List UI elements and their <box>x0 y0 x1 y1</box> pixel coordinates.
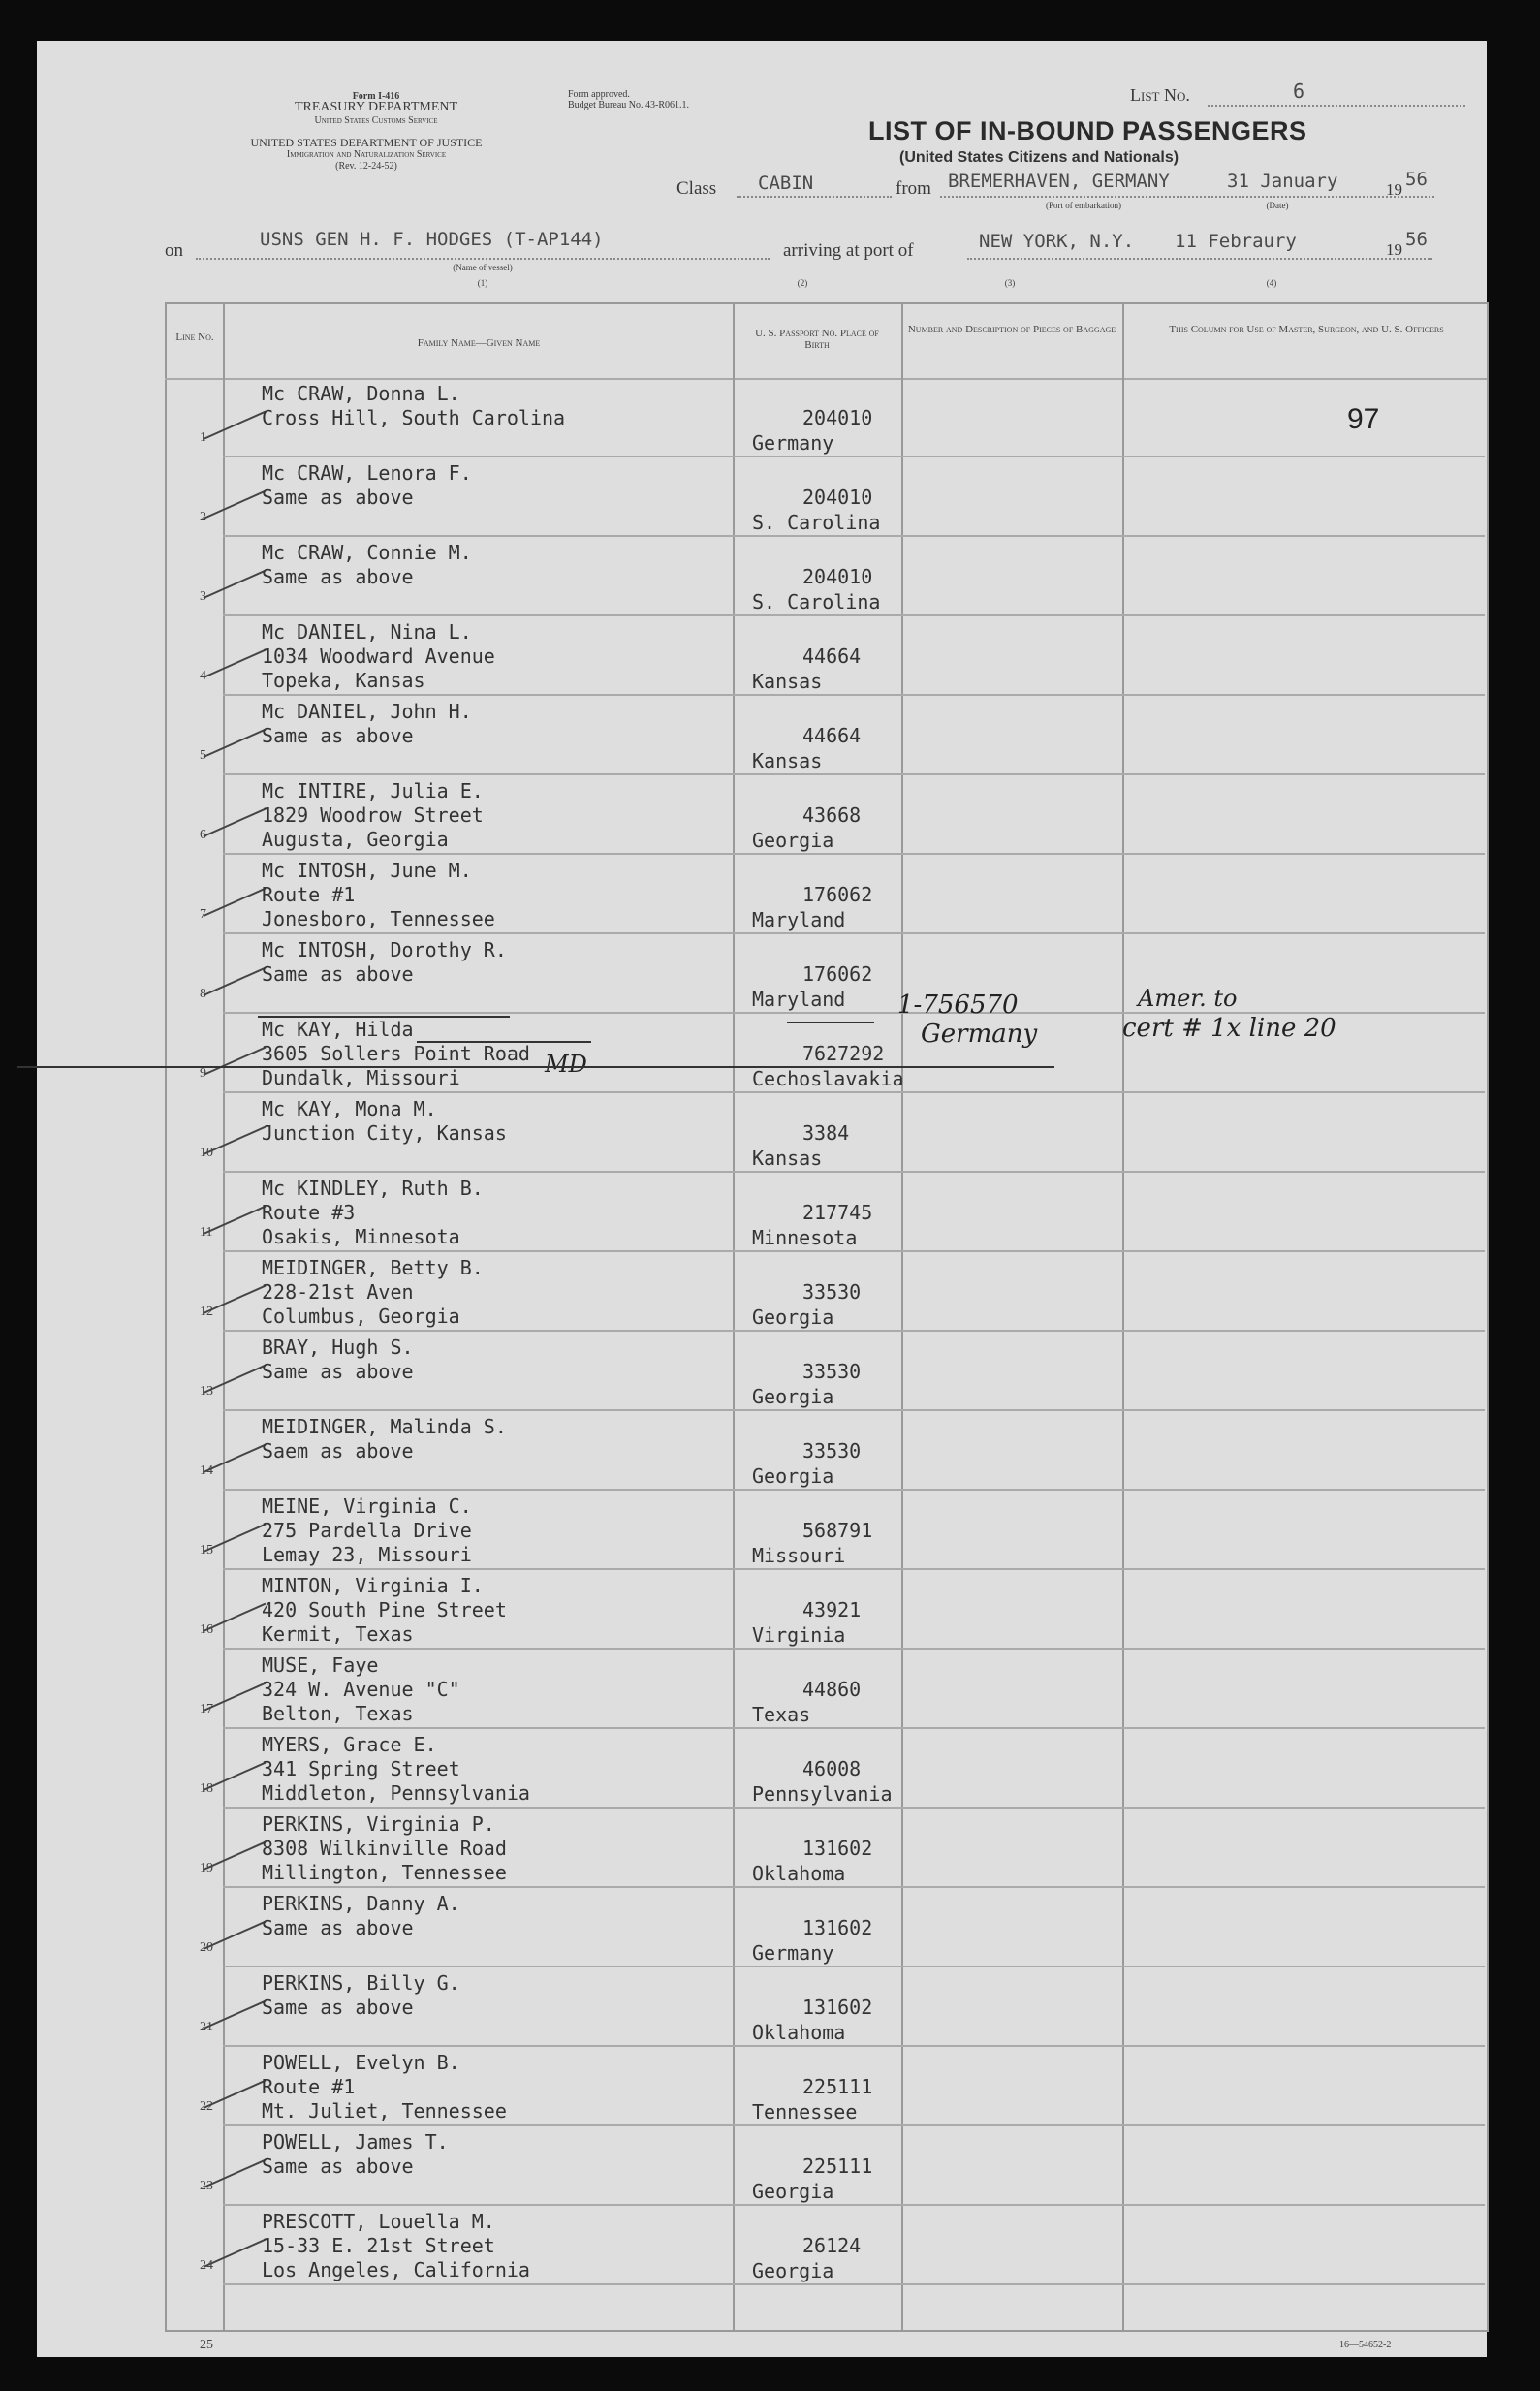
passenger-name: PERKINS, Danny A. <box>262 1892 460 1915</box>
passenger-name: POWELL, Evelyn B. <box>262 2051 460 2074</box>
passenger-address: Osakis, Minnesota <box>262 1225 460 1248</box>
passenger-name: MEIDINGER, Betty B. <box>262 1256 484 1279</box>
line-number: 12 <box>200 1305 213 1319</box>
passenger-address: Same as above <box>262 486 414 509</box>
place-of-birth: Kansas <box>752 670 823 693</box>
list-no-underline <box>1208 105 1465 107</box>
line-number: 10 <box>200 1146 213 1160</box>
passport-number: 43668 <box>802 803 862 827</box>
class-label: Class <box>676 178 717 199</box>
passenger-address: 3605 Sollers Point Road <box>262 1042 530 1065</box>
line-number: 23 <box>200 2179 213 2193</box>
col-rule <box>1122 302 1124 2330</box>
passenger-name: PRESCOTT, Louella M. <box>262 2210 495 2233</box>
passport-number: 7627292 <box>802 1042 885 1065</box>
col-num-2: (2) <box>797 278 808 288</box>
year2-prefix: 19 <box>1386 240 1402 259</box>
from-underline <box>940 196 1434 198</box>
place-of-birth: S. Carolina <box>752 590 881 613</box>
place-of-birth: Texas <box>752 1703 811 1726</box>
passenger-address: Millington, Tennessee <box>262 1861 507 1884</box>
from-caption: (Port of embarkation) <box>1046 201 1121 210</box>
passport-number: 44860 <box>802 1678 862 1701</box>
row-rule <box>223 1250 1485 1252</box>
passport-number: 131602 <box>802 1996 873 2019</box>
passport-number: 131602 <box>802 1916 873 1939</box>
row-rule <box>223 2283 1485 2285</box>
row-rule <box>223 535 1485 537</box>
passenger-name: Mc INTOSH, June M. <box>262 859 472 882</box>
strike-line <box>417 1041 591 1043</box>
place-of-birth: Maryland <box>752 908 846 931</box>
place-of-birth: Georgia <box>752 1464 834 1488</box>
line-number: 9 <box>200 1066 206 1081</box>
passenger-address: Junction City, Kansas <box>262 1121 507 1145</box>
line-number: 15 <box>200 1543 213 1557</box>
col-header-line: Line No. <box>175 331 214 343</box>
row-rule <box>223 1409 1485 1411</box>
passenger-address: 1034 Woodward Avenue <box>262 645 495 668</box>
passport-number: 568791 <box>802 1519 873 1542</box>
row-rule <box>223 773 1485 775</box>
place-of-birth: Georgia <box>752 2259 834 2282</box>
col-rule <box>901 302 903 2330</box>
line-number: 22 <box>200 2099 213 2114</box>
budget-bureau: Budget Bureau No. 43-R061.1. <box>568 100 689 110</box>
passport-number: 176062 <box>802 962 873 986</box>
passenger-address: Columbus, Georgia <box>262 1305 460 1328</box>
line-number: 8 <box>200 987 206 1001</box>
passenger-address: 341 Spring Street <box>262 1757 460 1780</box>
line-number: 19 <box>200 1861 213 1875</box>
row-rule <box>223 1171 1485 1173</box>
passport-number: 26124 <box>802 2234 862 2257</box>
passport-number: 204010 <box>802 486 873 509</box>
place-of-birth: Tennessee <box>752 2100 858 2124</box>
row-rule <box>223 1727 1485 1729</box>
place-of-birth: Germany <box>752 431 834 455</box>
place-of-birth: Germany <box>752 1941 834 1965</box>
place-of-birth: Cechoslavakia <box>752 1067 904 1090</box>
row-rule <box>223 1966 1485 1967</box>
row-rule <box>223 1648 1485 1650</box>
col-header-officers: This Column for Use of Master, Surgeon, and U. S. Officers <box>1169 324 1444 335</box>
line-number: 17 <box>200 1702 213 1716</box>
place-of-birth: Pennsylvania <box>752 1782 893 1806</box>
passenger-address: Same as above <box>262 962 414 986</box>
place-of-birth: Georgia <box>752 1385 834 1408</box>
vessel-caption: (Name of vessel) <box>453 263 513 272</box>
row-rule <box>223 2045 1485 2047</box>
date1-value: 31 January <box>1227 171 1338 192</box>
passenger-address: Dundalk, Missouri <box>262 1066 460 1089</box>
place-of-birth: S. Carolina <box>752 511 881 534</box>
passport-number: 204010 <box>802 565 873 588</box>
passport-number: 33530 <box>802 1439 862 1463</box>
passenger-address: Los Angeles, California <box>262 2258 530 2281</box>
place-of-birth: Missouri <box>752 1544 846 1567</box>
row-rule <box>223 1330 1485 1332</box>
strike-line <box>787 1022 874 1023</box>
strike-line <box>17 1066 1054 1068</box>
line-number: 14 <box>200 1463 213 1478</box>
line-number: 11 <box>200 1225 213 1240</box>
class-underline <box>737 196 892 198</box>
arriving-label: arriving at port of <box>783 240 914 261</box>
passenger-name: Mc DANIEL, John H. <box>262 700 472 723</box>
row-rule <box>223 853 1485 855</box>
line-number: 6 <box>200 828 206 842</box>
place-of-birth: Georgia <box>752 1306 834 1329</box>
passport-number: 44664 <box>802 724 862 747</box>
col-num-3: (3) <box>1004 278 1016 288</box>
passenger-address: Saem as above <box>262 1439 414 1463</box>
passenger-address: 8308 Wilkinville Road <box>262 1837 507 1860</box>
passenger-name: Mc INTIRE, Julia E. <box>262 779 484 802</box>
place-of-birth: Georgia <box>752 2180 834 2203</box>
passenger-address: Route #1 <box>262 883 356 906</box>
year2-value: 56 <box>1405 229 1428 250</box>
passport-number: 204010 <box>802 406 873 429</box>
passenger-name: Mc KAY, Hilda <box>262 1018 414 1041</box>
port-underline <box>967 258 1432 260</box>
passport-number: 225111 <box>802 2075 873 2098</box>
passenger-name: MUSE, Faye <box>262 1653 379 1677</box>
col-rule <box>223 302 225 2330</box>
passport-number: 33530 <box>802 1360 862 1383</box>
passenger-address: Lemay 23, Missouri <box>262 1543 472 1566</box>
passenger-address: Route #3 <box>262 1201 356 1224</box>
justice-dept: UNITED STATES DEPARTMENT OF JUSTICE <box>250 136 483 149</box>
place-of-birth: Georgia <box>752 829 834 852</box>
line-number: 16 <box>200 1622 213 1637</box>
passenger-address: Mt. Juliet, Tennessee <box>262 2099 507 2123</box>
passenger-name: BRAY, Hugh S. <box>262 1336 414 1359</box>
passport-number: 176062 <box>802 883 873 906</box>
row-rule <box>223 614 1485 616</box>
form-title: LIST OF IN-BOUND PASSENGERS <box>868 116 1307 145</box>
row-rule <box>223 456 1485 457</box>
place-of-birth: Oklahoma <box>752 1862 846 1885</box>
passenger-address: Same as above <box>262 724 414 747</box>
passenger-name: Mc CRAW, Donna L. <box>262 382 460 405</box>
passenger-name: MEIDINGER, Malinda S. <box>262 1415 507 1438</box>
date1-caption: (Date) <box>1266 201 1289 210</box>
handwritten-city-fix: MD <box>545 1051 587 1078</box>
col-header-passport: U. S. Passport No. Place of Birth <box>755 328 879 351</box>
line-number: 1 <box>200 430 206 445</box>
list-no-label: List No. <box>1130 85 1190 105</box>
passport-number: 33530 <box>802 1280 862 1304</box>
passenger-address: 324 W. Avenue "C" <box>262 1678 460 1701</box>
place-of-birth: Kansas <box>752 749 823 772</box>
passenger-name: Mc CRAW, Lenora F. <box>262 461 472 485</box>
date2-value: 11 Febraury <box>1175 231 1297 252</box>
place-of-birth: Maryland <box>752 988 846 1011</box>
line-number: 18 <box>200 1781 213 1796</box>
passenger-name: MEINE, Virginia C. <box>262 1494 472 1518</box>
passenger-name: Mc DANIEL, Nina L. <box>262 620 472 644</box>
class-value: CABIN <box>758 173 814 194</box>
passport-number: 131602 <box>802 1837 873 1860</box>
handwritten-pob: Germany <box>921 1020 1038 1049</box>
passenger-address: Same as above <box>262 2155 414 2178</box>
place-of-birth: Minnesota <box>752 1226 858 1249</box>
year1-value: 56 <box>1405 169 1428 190</box>
passenger-address: 15-33 E. 21st Street <box>262 2234 495 2257</box>
on-label: on <box>165 240 183 261</box>
row-rule <box>223 1091 1485 1093</box>
passenger-address: Same as above <box>262 565 414 588</box>
col-rule <box>733 302 735 2330</box>
row-rule <box>223 1489 1485 1491</box>
from-label: from <box>896 178 931 199</box>
line-number: 4 <box>200 669 206 683</box>
line-number: 24 <box>200 2258 213 2273</box>
passenger-address: Same as above <box>262 1996 414 2019</box>
passport-number: 46008 <box>802 1757 862 1780</box>
revision-date: (Rev. 12-24-52) <box>335 161 397 172</box>
passenger-address: 275 Pardella Drive <box>262 1519 472 1542</box>
handwritten-note: Amer. to <box>1138 985 1238 1012</box>
col-header-baggage: Number and Description of Pieces of Baggage <box>907 324 1116 335</box>
passport-number: 217745 <box>802 1201 873 1224</box>
place-of-birth: Oklahoma <box>752 2021 846 2044</box>
passenger-address: Same as above <box>262 1916 414 1939</box>
list-no-value: 6 <box>1293 79 1305 103</box>
treasury-dept: TREASURY DEPARTMENT <box>294 100 458 114</box>
row-rule <box>223 1886 1485 1888</box>
passenger-address: Middleton, Pennsylvania <box>262 1781 530 1805</box>
line-number: 3 <box>200 589 206 604</box>
row-rule <box>223 2124 1485 2126</box>
passenger-name: MYERS, Grace E. <box>262 1733 437 1756</box>
row-rule <box>223 1807 1485 1809</box>
passenger-address: Kermit, Texas <box>262 1622 414 1646</box>
line-number: 2 <box>200 510 206 524</box>
passenger-address: Belton, Texas <box>262 1702 414 1725</box>
passport-number: 225111 <box>802 2155 873 2178</box>
vessel-num: (1) <box>477 278 488 288</box>
handwritten-passport: 1-756570 <box>897 991 1019 1020</box>
footer-code: 16—54652-2 <box>1339 2340 1392 2350</box>
passenger-name: Mc KAY, Mona M. <box>262 1097 437 1120</box>
form-number: Form I-416 <box>352 91 400 102</box>
vessel-underline <box>196 258 770 260</box>
col-header-name: Family Name—Given Name <box>417 337 541 349</box>
passenger-name: Mc CRAW, Connie M. <box>262 541 472 564</box>
form-subtitle: (United States Citizens and Nationals) <box>899 149 1179 166</box>
line-number: 21 <box>200 2020 213 2034</box>
ins-service: Immigration and Naturalization Service <box>286 149 447 160</box>
col-num-4: (4) <box>1266 278 1277 288</box>
place-of-birth: Virginia <box>752 1623 846 1647</box>
passenger-address: Same as above <box>262 1360 414 1383</box>
header-rule <box>165 378 1487 380</box>
passenger-name: MINTON, Virginia I. <box>262 1574 484 1597</box>
line-number: 20 <box>200 1940 213 1955</box>
row-rule <box>223 1568 1485 1570</box>
passport-number: 3384 <box>802 1121 850 1145</box>
strike-line <box>258 1016 510 1018</box>
passenger-address: Topeka, Kansas <box>262 669 425 692</box>
passport-number: 43921 <box>802 1598 862 1621</box>
line-number: 25 <box>200 2338 213 2352</box>
passenger-name: Mc INTOSH, Dorothy R. <box>262 938 507 961</box>
line-number: 5 <box>200 748 206 763</box>
passenger-name: POWELL, James T. <box>262 2130 449 2154</box>
passenger-address: Jonesboro, Tennessee <box>262 907 495 930</box>
passenger-address: Cross Hill, South Carolina <box>262 406 566 429</box>
row-rule <box>223 932 1485 934</box>
passenger-address: Augusta, Georgia <box>262 828 449 851</box>
passenger-name: PERKINS, Virginia P. <box>262 1812 495 1836</box>
form-approved: Form approved. <box>568 89 630 100</box>
customs-service: United States Customs Service <box>314 115 438 126</box>
row-rule <box>223 694 1485 696</box>
passenger-address: 420 South Pine Street <box>262 1598 507 1621</box>
officer-mark: 97 <box>1347 403 1380 435</box>
passport-number: 44664 <box>802 645 862 668</box>
line-number: 7 <box>200 907 206 922</box>
passenger-address: Route #1 <box>262 2075 356 2098</box>
year1-prefix: 19 <box>1386 180 1402 199</box>
line-number: 13 <box>200 1384 213 1399</box>
passenger-name: Mc KINDLEY, Ruth B. <box>262 1177 484 1200</box>
from-value: BREMERHAVEN, GERMANY <box>948 171 1170 192</box>
passenger-name: PERKINS, Billy G. <box>262 1971 460 1995</box>
passenger-address: 228-21st Aven <box>262 1280 414 1304</box>
port-value: NEW YORK, N.Y. <box>979 231 1135 252</box>
passenger-list-form <box>37 41 1487 2357</box>
handwritten-note: cert # 1x line 20 <box>1122 1014 1336 1043</box>
passenger-address: 1829 Woodrow Street <box>262 803 484 827</box>
place-of-birth: Kansas <box>752 1147 823 1170</box>
row-rule <box>223 2204 1485 2206</box>
vessel-name: USNS GEN H. F. HODGES (T-AP144) <box>260 229 604 250</box>
